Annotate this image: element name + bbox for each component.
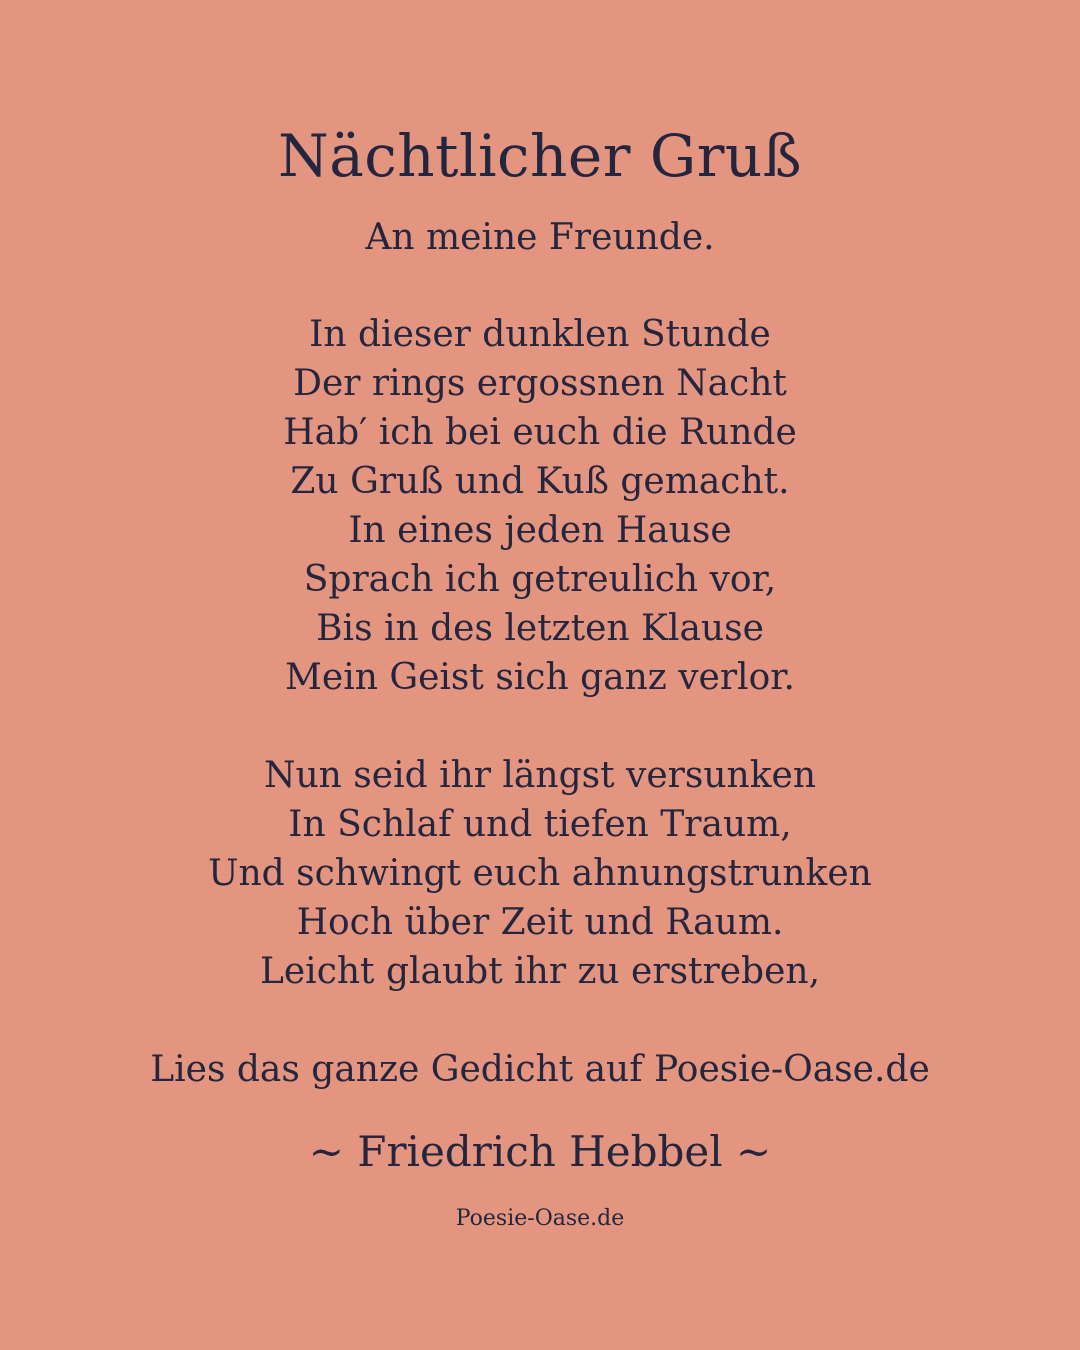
verse-line: Und schwingt euch ahnungstrunken bbox=[208, 853, 872, 894]
verse-line: Mein Geist sich ganz verlor. bbox=[285, 657, 795, 698]
verse-line: Sprach ich getreulich vor, bbox=[303, 559, 777, 600]
verse-line: In eines jeden Hause bbox=[348, 510, 732, 551]
source-watermark: Poesie-Oase.de bbox=[455, 1206, 625, 1231]
read-more-text: Lies das ganze Gedicht auf Poesie-Oase.de bbox=[150, 1049, 930, 1090]
verse-line: Hoch über Zeit und Raum. bbox=[296, 902, 784, 943]
verse-line: Der rings ergossnen Nacht bbox=[293, 363, 787, 404]
verse-line: Bis in des letzten Klause bbox=[316, 608, 764, 649]
verse-line: Zu Gruß und Kuß gemacht. bbox=[290, 461, 790, 502]
poem-author: ~ Friedrich Hebbel ~ bbox=[308, 1127, 772, 1176]
verse-line: Leicht glaubt ihr zu erstreben, bbox=[259, 951, 821, 992]
poem-dedication: An meine Freunde. bbox=[365, 217, 715, 258]
verse-line: In dieser dunklen Stunde bbox=[309, 314, 771, 355]
verse-line: Hab′ ich bei euch die Runde bbox=[283, 412, 797, 453]
stanza-2 bbox=[0, 751, 1080, 996]
poem-title: Nächtlicher Gruß bbox=[277, 122, 803, 190]
stanza-1 bbox=[0, 310, 1080, 702]
verse-line: In Schlaf und tiefen Traum, bbox=[288, 804, 792, 845]
verse-line: Nun seid ihr längst versunken bbox=[263, 755, 817, 796]
